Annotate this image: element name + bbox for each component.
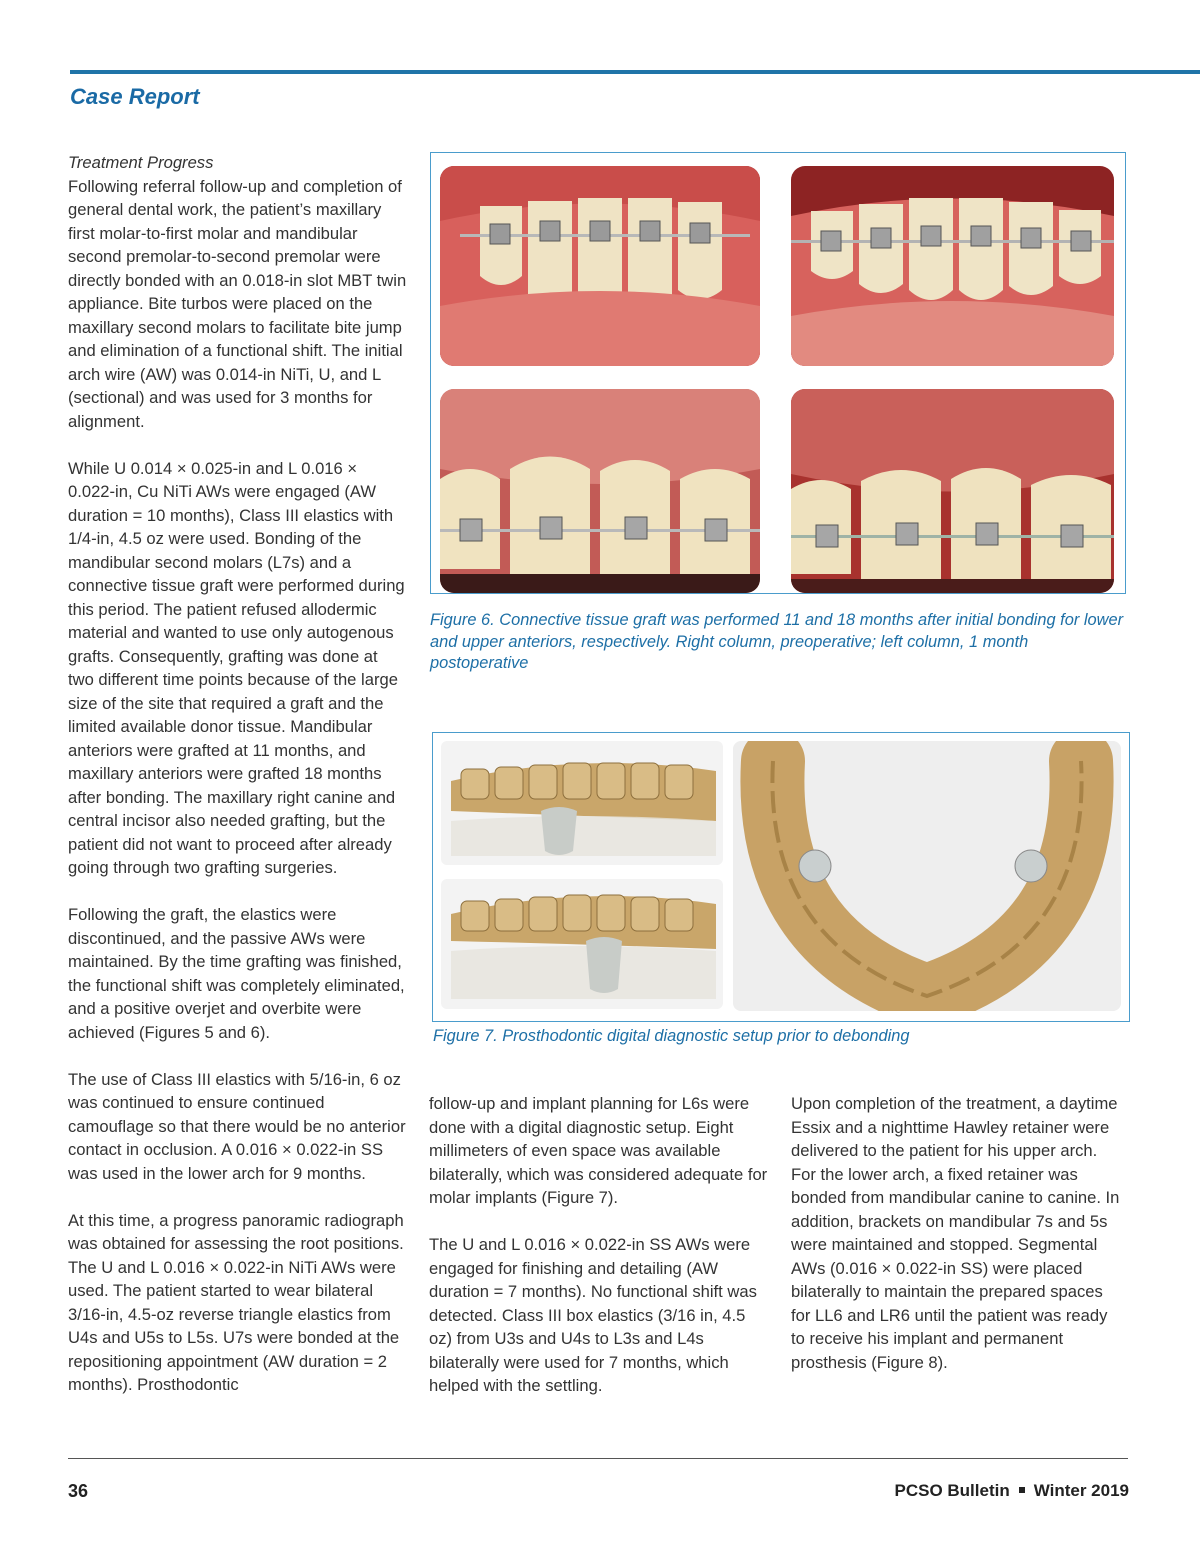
section-label: Case Report bbox=[70, 84, 200, 109]
right-column bbox=[791, 1092, 1121, 1374]
photo-upper-preop bbox=[791, 389, 1114, 593]
photo-upper-postop bbox=[440, 389, 760, 593]
paragraph: follow-up and implant planning for L6s were done with a digital diagnostic setup. Eight millimeters of even space was available bilaterally, which was considered adequate for molar implants (Figure 7). bbox=[429, 1094, 768, 1207]
figure-7 bbox=[432, 732, 1130, 1022]
middle-column bbox=[429, 1092, 771, 1398]
paragraph: The U and L 0.016 × 0.022-in SS AWs were engaged for finishing and detailing (AW duration = 7 months). No functional shift was detected. Class III box elastics (3/16 in, 4.5 oz) from U3s and U4s to L3s and L4s bilaterally were used for 7 months, which helped with the settling. bbox=[429, 1235, 757, 1395]
separator-square-icon bbox=[1019, 1487, 1025, 1493]
footer-rule bbox=[68, 1458, 1128, 1459]
digital-setup-side-view-lower bbox=[441, 879, 723, 1009]
photo-lower-preop bbox=[791, 166, 1114, 366]
figure-6 bbox=[430, 152, 1126, 594]
top-rule bbox=[70, 70, 1200, 74]
left-column bbox=[68, 151, 408, 1397]
paragraph: At this time, a progress panoramic radiograph was obtained for assessing the root positions. The U and L 0.016 × 0.022-in NiTi AWs were used. The patient started to wear bilateral 3/16-in, 4.5-oz reverse triangle elastics from U4s and U5s to L5s. U7s were bonded at the repositioning appointment (AW duration = 2 months). Prosthodontic bbox=[68, 1210, 404, 1394]
paragraph: The use of Class III elastics with 5/16-in, 6 oz was continued to ensure continued camouflage so that there would be no anterior contact in occlusion. A 0.016 × 0.022-in SS was used in the lower arch for 9 months. bbox=[68, 1069, 406, 1183]
issue-label: Winter 2019 bbox=[1033, 1481, 1129, 1500]
page-number: 36 bbox=[68, 1481, 89, 1501]
paragraph: While U 0.014 × 0.025-in and L 0.016 × 0.022-in, Cu NiTi AWs were engaged (AW duration = 10 months), Class III elastics with 1/4-in, 4.5 oz were used. Bonding of the mandibular second molars (L7s) and a connective tissue graft were performed during this period. The patient refused allodermic material and wanted to use only autogenous grafts. Consequently, grafting was done at two different time points because of the large size of the site that required a graft and the limited available donor tissue. Mandibular anteriors were grafted at 11 months, and maxillary anteriors were grafted 18 months after bonding. The maxillary right canine and central incisor also needed grafting, but the patient did not want to proceed after already going through two grafting surgeries. bbox=[68, 458, 405, 877]
figure-7-caption: Figure 7. Prosthodontic digital diagnostic setup prior to debonding bbox=[433, 1027, 910, 1045]
paragraph: Upon completion of the treatment, a daytime Essix and a nighttime Hawley retainer were delivered to the patient for his upper arch. For the lower arch, a fixed retainer was bonded from mandibular canine to canine. In addition, brackets on mandibular 7s and 5s were maintained and stopped. Segmental AWs (0.016 × 0.022-in SS) were placed bilaterally to maintain the prepared spaces for LL6 and LR6 until the patient was ready to receive his implant and permanent prosthesis (Figure 8). bbox=[791, 1094, 1120, 1372]
paragraph: Following referral follow-up and completion of general dental work, the patient’s maxillary first molar-to-first molar and mandibular second premolar-to-second premolar were directly bonded with an 0.018-in slot MBT twin appliance. Bite turbos were placed on the maxillary second molars to facilitate bite jump and elimination of a functional shift. The initial arch wire (AW) was 0.014-in NiTi, U, and L (sectional) and was used for 3 months for alignment. bbox=[68, 176, 407, 431]
digital-setup-side-view-upper bbox=[441, 741, 723, 865]
digital-setup-occlusal-view bbox=[733, 741, 1121, 1011]
subheading: Treatment Progress bbox=[68, 153, 214, 172]
photo-lower-postop bbox=[440, 166, 760, 366]
footer-publication bbox=[894, 1481, 1129, 1501]
publication-name: PCSO Bulletin bbox=[894, 1481, 1010, 1500]
paragraph: Following the graft, the elastics were discontinued, and the passive AWs were maintained. By the time grafting was finished, the functional shift was completely eliminated, and a positive overjet and overbite were achieved (Figures 5 and 6). bbox=[68, 905, 405, 1042]
figure-6-caption: Figure 6. Connective tissue graft was performed 11 and 18 months after initial bonding for lower and upper anteriors, respectively. Right column, preoperative; left column, 1 month postoperative bbox=[430, 611, 1124, 672]
